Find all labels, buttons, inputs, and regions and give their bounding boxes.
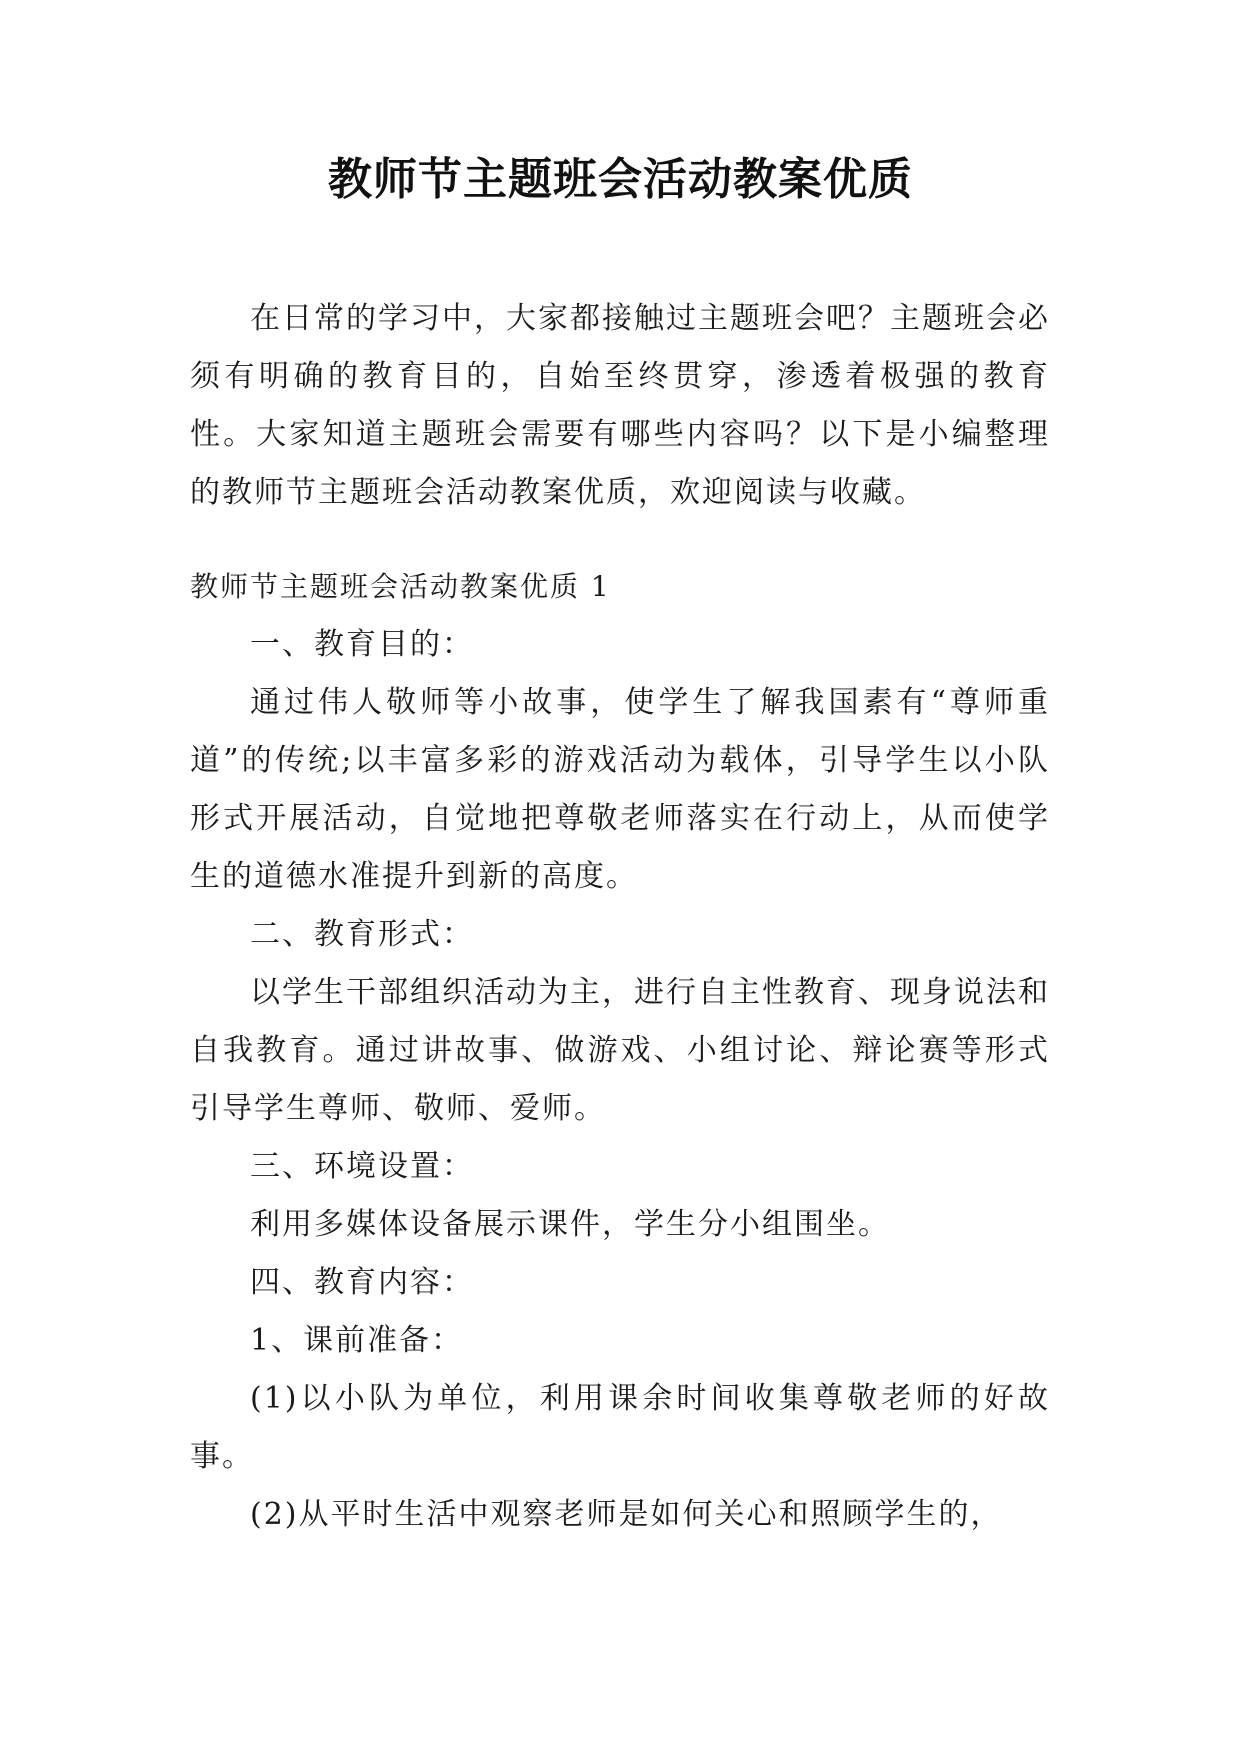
section-title: 教师节主题班会活动教案优质 1 [190, 570, 611, 603]
document-body [190, 290, 1050, 1544]
paragraph-education-goal: 通过伟人敬师等小故事，使学生了解我国素有“尊师重道”的传统;以丰富多彩的游戏活动为载体，引导学生以小队形式开展活动，自觉地把尊敬老师落实在行动上，从而使学生的道德水准提升到新的高度。 [190, 685, 1050, 894]
paragraph-education-form: 以学生干部组织活动为主，进行自主性教育、现身说法和自我教育。通过讲故事、做游戏、小组讨论、辩论赛等形式引导学生尊师、敬师、爱师。 [190, 975, 1050, 1126]
paragraph-gap [190, 522, 1050, 558]
paragraph-environment: 利用多媒体设备展示课件，学生分小组围坐。 [250, 1207, 890, 1242]
list-item-preparation-1: (1)以小队为单位，利用课余时间收集尊敬老师的好故事。 [190, 1381, 1050, 1474]
subheading-preparation: 1、课前准备： [250, 1323, 464, 1358]
intro-paragraph: 在日常的学习中，大家都接触过主题班会吧？主题班会必须有明确的教育目的，自始至终贯穿，渗透着极强的教育性。大家知道主题班会需要有哪些内容吗？以下是小编整理的教师节主题班会活动教案优质，欢迎阅读与收藏。 [190, 301, 1050, 510]
heading-environment: 三、环境设置： [250, 1149, 474, 1184]
heading-education-goal: 一、教育目的： [250, 627, 474, 662]
heading-education-content: 四、教育内容： [250, 1265, 474, 1300]
document-title: 教师节主题班会活动教案优质 [328, 154, 913, 205]
heading-education-form: 二、教育形式： [250, 917, 474, 952]
list-item-preparation-2: (2)从平时生活中观察老师是如何关心和照顾学生的， [250, 1497, 1003, 1532]
